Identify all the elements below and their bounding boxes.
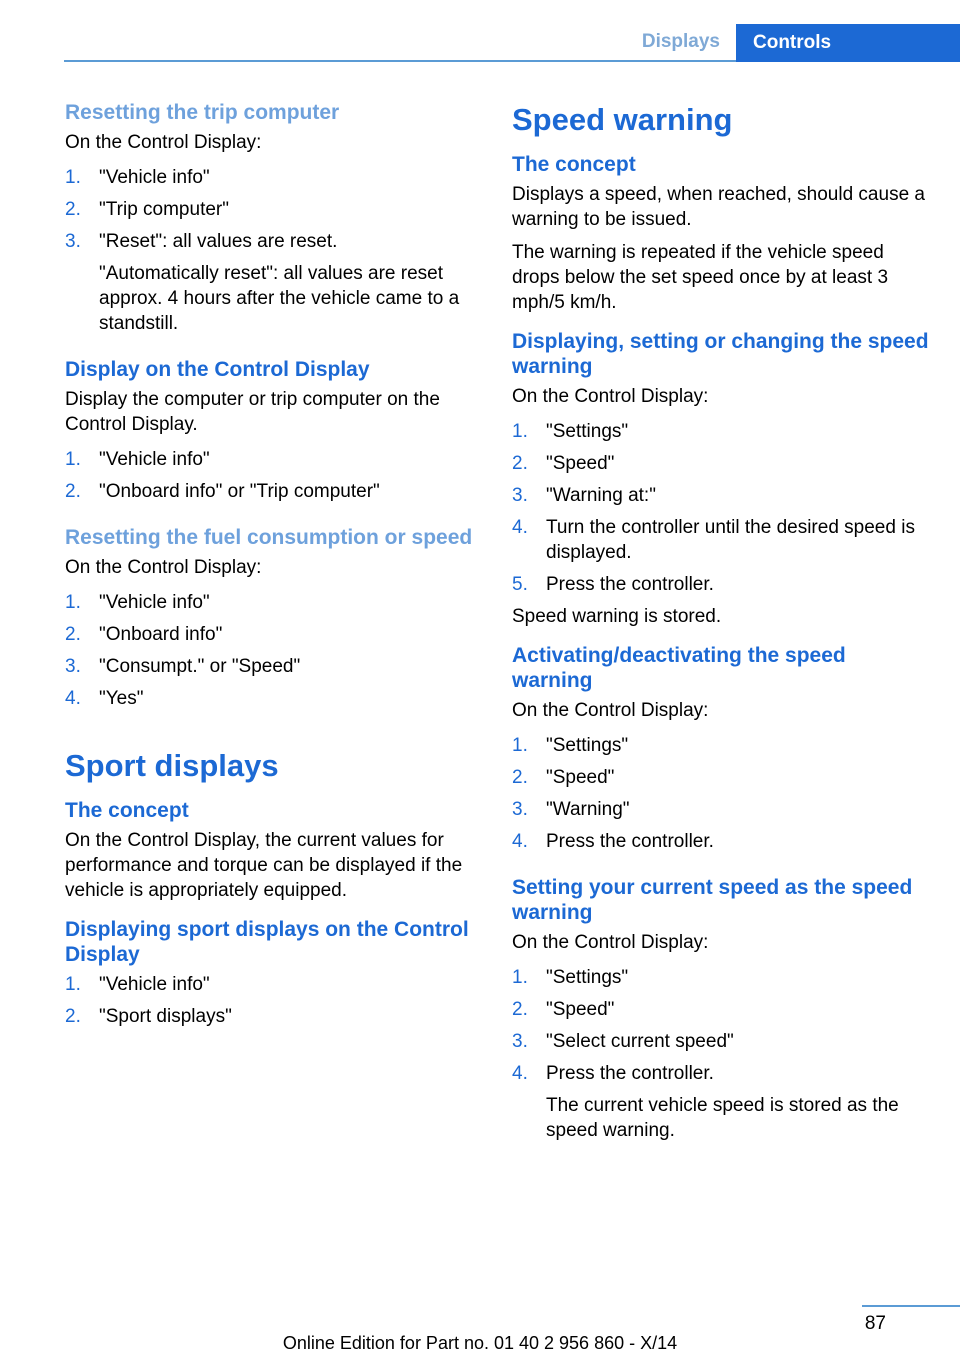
list-item: 1. "Vehicle info"	[65, 167, 210, 188]
set-speed-outro: Speed warning is stored.	[512, 606, 722, 627]
list-item: 2. "Sport displays"	[65, 1006, 232, 1027]
list-item: 4. "Yes"	[65, 688, 144, 709]
list-item: 2. "Speed"	[512, 767, 615, 788]
chapter-tab: Controls	[736, 24, 960, 62]
right-column	[512, 100, 932, 1150]
speed-warning-title: Speed warning	[512, 102, 733, 137]
list-item: 1. "Settings"	[512, 967, 629, 988]
list-item: 3. "Warning"	[512, 799, 630, 820]
current-speed-intro: On the Control Display:	[512, 932, 709, 953]
page-header	[64, 24, 960, 62]
reset-fuel-steps	[65, 590, 475, 711]
reset-trip-intro: On the Control Display:	[65, 132, 262, 153]
display-cd-heading: Display on the Control Display	[65, 358, 370, 381]
display-cd-intro: Display the computer or trip computer on the Control Display.	[65, 389, 440, 435]
set-speed-steps	[512, 419, 932, 597]
list-item: 2. "Onboard info"	[65, 624, 223, 645]
list-item: 5. Press the controller.	[512, 574, 714, 595]
sport-concept-heading: The concept	[65, 799, 189, 822]
activate-heading: Activating/deactivating the speed warning	[512, 644, 846, 692]
sport-display-heading: Displaying sport displays on the Control Display	[65, 918, 469, 966]
section-label: Displays	[641, 31, 720, 52]
list-item: 4. Press the controller.	[512, 831, 714, 852]
list-item: 1. "Vehicle info"	[65, 974, 210, 995]
current-speed-heading: Setting your current speed as the speed warning	[512, 876, 913, 924]
left-column	[65, 100, 475, 1036]
speed-concept-heading: The concept	[512, 153, 636, 176]
set-speed-intro: On the Control Display:	[512, 386, 709, 407]
page-number: 87	[862, 1305, 960, 1335]
list-item: 4. Press the controller. The current vehicle speed is stored as the speed warning.	[512, 1063, 899, 1141]
list-item: 1. "Settings"	[512, 421, 629, 442]
current-speed-steps	[512, 965, 932, 1143]
list-item: 3. "Consumpt." or "Speed"	[65, 656, 301, 677]
list-item: 2. "Speed"	[512, 999, 615, 1020]
activate-steps	[512, 733, 932, 854]
list-item: 1. "Vehicle info"	[65, 449, 210, 470]
sport-display-steps	[65, 972, 475, 1029]
reset-trip-steps	[65, 165, 475, 336]
speed-concept-p2: The warning is repeated if the vehicle speed drops below the set speed once by at least 3 mph/5 km/h.	[512, 242, 889, 313]
list-item: 1. "Settings"	[512, 735, 629, 756]
list-item: 4. Turn the controller until the desired speed is displayed.	[512, 517, 915, 563]
list-item: 2. "Onboard info" or "Trip computer"	[65, 481, 380, 502]
list-item: 2. "Trip computer"	[65, 199, 229, 220]
display-cd-steps	[65, 447, 475, 504]
set-speed-heading: Displaying, setting or changing the speed warning	[512, 330, 929, 378]
speed-concept-p1: Displays a speed, when reached, should cause a warning to be issued.	[512, 184, 925, 230]
footer-edition: Online Edition for Part no. 01 40 2 956 860 - X/14	[282, 1333, 678, 1353]
sport-concept-text: On the Control Display, the current values for performance and torque can be displayed if the vehicle is appropriately equipped.	[65, 830, 463, 901]
list-item: 3. "Warning at:"	[512, 485, 656, 506]
list-item: 1. "Vehicle info"	[65, 592, 210, 613]
reset-fuel-heading: Resetting the fuel consumption or speed	[65, 526, 473, 549]
activate-intro: On the Control Display:	[512, 700, 709, 721]
list-item: 3. "Reset": all values are reset. "Automatically reset": all values are reset approx. 4 hours after the vehicle came to a standstill.	[65, 231, 460, 334]
list-item: 3. "Select current speed"	[512, 1031, 734, 1052]
reset-fuel-intro: On the Control Display:	[65, 557, 262, 578]
list-item: 2. "Speed"	[512, 453, 615, 474]
reset-trip-heading: Resetting the trip computer	[65, 101, 340, 124]
sport-displays-title: Sport displays	[65, 748, 279, 783]
